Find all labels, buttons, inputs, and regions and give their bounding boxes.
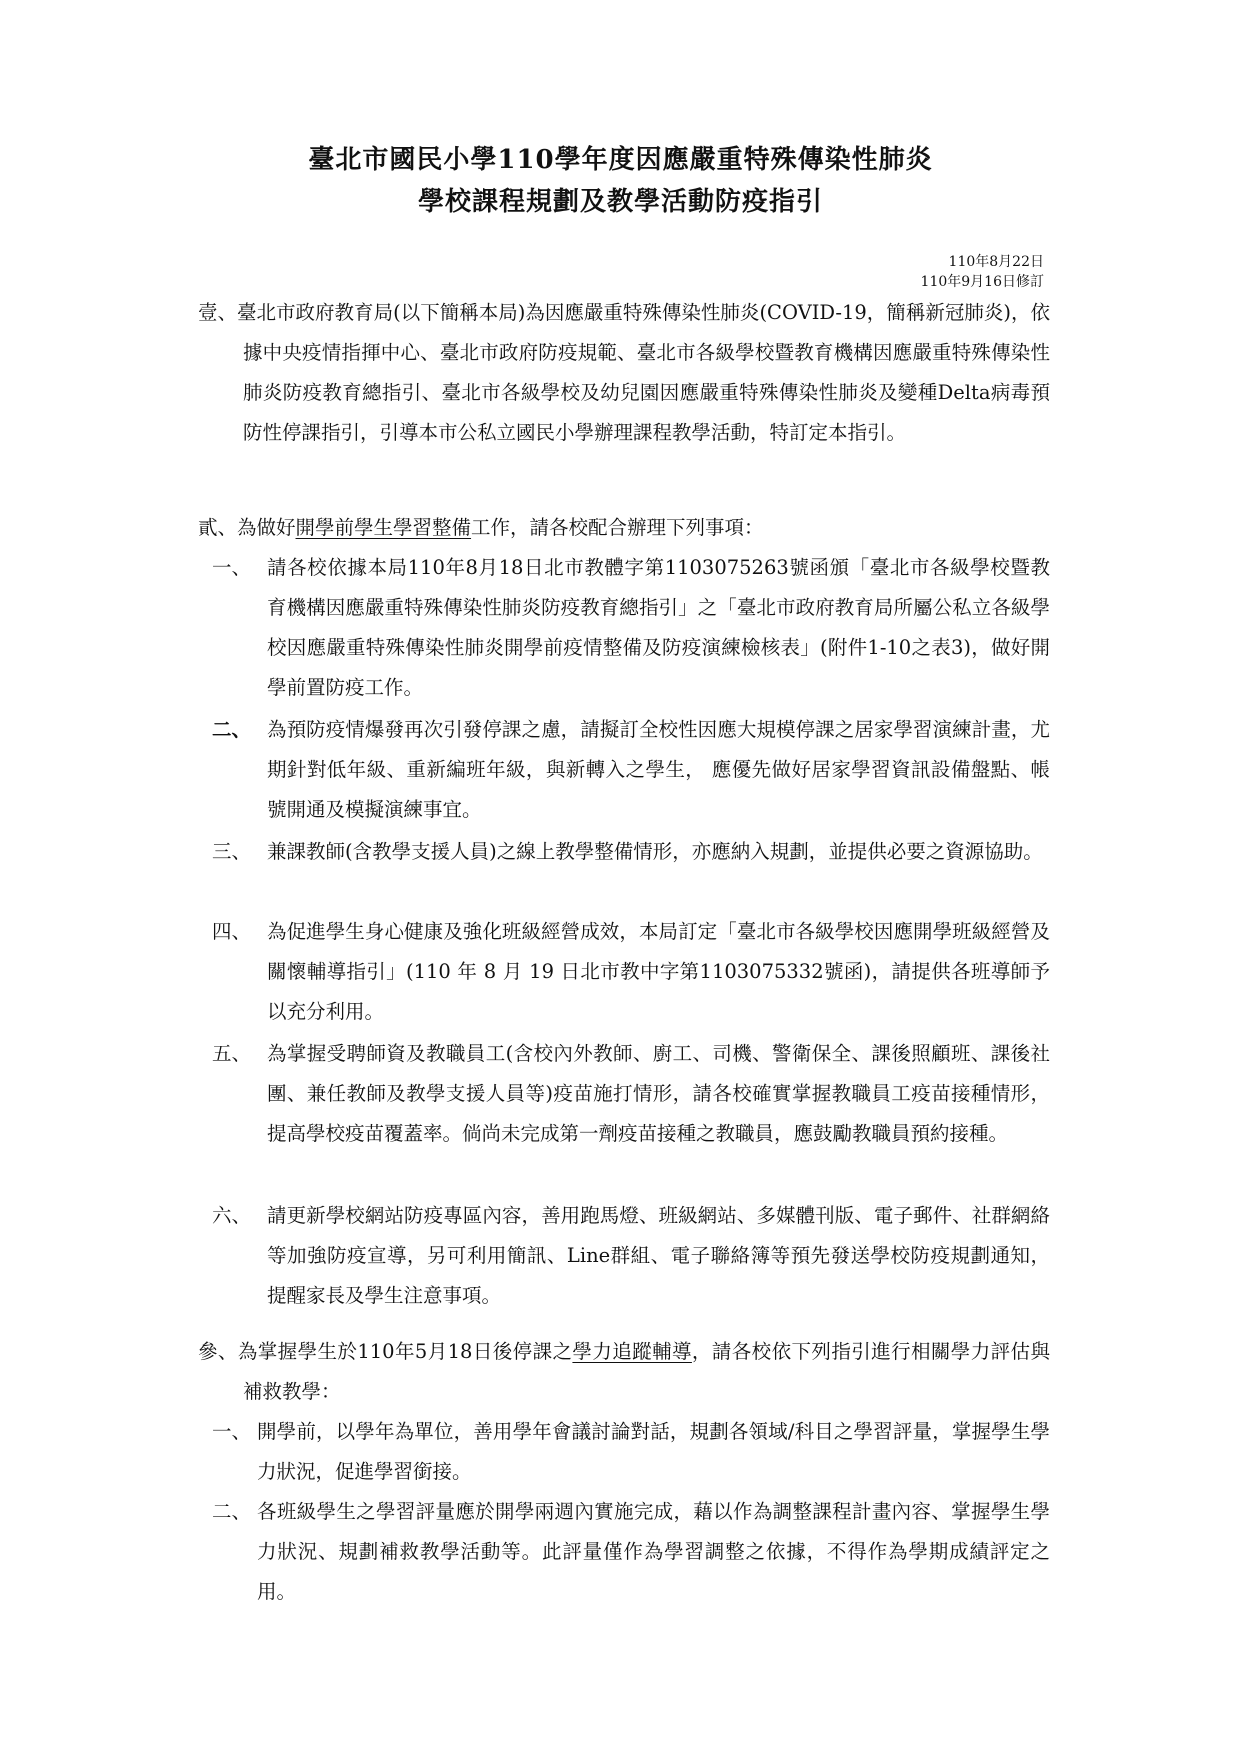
revised-date: 110年9月16日修訂 <box>920 274 1044 290</box>
section-2-item-1 <box>212 548 1050 708</box>
section-3-item-1 <box>212 1412 1050 1492</box>
section-2-post: 工作，請各校配合辦理下列事項： <box>471 516 764 539</box>
section-2-item-2-text: 為預防疫情爆發再次引發停課之慮，請擬訂全校性因應大規模停課之居家學習演練計畫，尤期針對低年級、重新編班年級，與新轉入之學生， 應優先做好居家學習資訊設備盤點、帳號開通及模擬演練事宜。 <box>267 718 1050 821</box>
section-2-heading <box>198 508 1050 548</box>
section-3-number: 參、 <box>198 1340 238 1363</box>
section-2-item-5-number: 五、 <box>212 1042 252 1065</box>
section-2-item-5 <box>212 1034 1050 1154</box>
section-2-item-6-number: 六、 <box>212 1204 252 1227</box>
section-1-text: 臺北市政府教育局(以下簡稱本局)為因應嚴重特殊傳染性肺炎(COVID-19，簡稱新冠肺炎)，依據中央疫情指揮中心、臺北市政府防疫規範、臺北市各級學校暨教育機構因應嚴重特殊傳染性肺炎防疫教育總指引、臺北市各級學校及幼兒園因應嚴重特殊傳染性肺炎及變種Delta病毒預防性停課指引，引導本市公私立國民小學辦理課程教學活動，特訂定本指引。 <box>237 301 1050 444</box>
section-2-pre: 為做好 <box>237 516 296 539</box>
section-3-item-2-text: 各班級學生之學習評量應於開學兩週內實施完成，藉以作為調整課程計畫內容、掌握學生學力狀況、規劃補救教學活動等。此評量僅作為學習調整之依據，不得作為學期成績評定之用。 <box>257 1500 1050 1603</box>
section-2-item-3-number: 三、 <box>212 840 252 863</box>
document-title-line1: 臺北市國民小學110學年度因應嚴重特殊傳染性肺炎 <box>308 145 933 175</box>
section-3-item-2 <box>212 1492 1050 1612</box>
section-2-item-4-number: 四、 <box>212 920 252 943</box>
issued-date: 110年8月22日 <box>948 254 1044 270</box>
section-3-pre: 為掌握學生於110年5月18日後停課之 <box>237 1340 573 1363</box>
section-3-heading <box>198 1332 1050 1412</box>
section-2-item-4 <box>212 912 1050 1032</box>
section-2-item-1-number: 一、 <box>212 556 252 579</box>
section-2-number: 貳、 <box>198 516 238 539</box>
section-2-item-5-text: 為掌握受聘師資及教職員工(含校內外教師、廚工、司機、警衛保全、課後照顧班、課後社團、兼任教師及教學支援人員等)疫苗施打情形，請各校確實掌握教職員工疫苗接種情形，提高學校疫苗覆蓋率。倘尚未完成第一劑疫苗接種之教職員，應鼓勵教職員預約接種。 <box>267 1042 1050 1145</box>
section-2-item-2 <box>212 710 1050 830</box>
section-2-item-3-text: 兼課教師(含教學支援人員)之線上教學整備情形，亦應納入規劃，並提供必要之資源協助。 <box>267 840 1043 863</box>
section-1-number: 壹、 <box>198 301 238 324</box>
section-3-item-1-text: 開學前，以學年為單位，善用學年會議討論對話，規劃各領域/科目之學習評量，掌握學生學力狀況，促進學習銜接。 <box>257 1420 1050 1483</box>
section-3-post: ，請各校依下列指引進行相關學力評估與補救教學： <box>243 1340 1050 1403</box>
section-1 <box>198 293 1050 453</box>
section-2-item-2-number: 二、 <box>212 718 252 741</box>
section-2-item-4-text: 為促進學生身心健康及強化班級經營成效，本局訂定「臺北市各級學校因應開學班級經營及關懷輔導指引」(110 年 8 月 19 日北市教中字第1103075332號函)，請提供各班導師予以充分利用。 <box>267 920 1050 1023</box>
section-3-underlined: 學力追蹤輔導 <box>572 1340 692 1363</box>
document-title-line2: 學校課程規劃及教學活動防疫指引 <box>417 187 823 217</box>
section-2-item-6-text: 請更新學校網站防疫專區內容，善用跑馬燈、班級網站、多媒體刊版、電子郵件、社群網絡等加強防疫宣導，另可利用簡訊、Line群組、電子聯絡簿等預先發送學校防疫規劃通知，提醒家長及學生注意事項。 <box>267 1204 1050 1307</box>
section-2-underlined: 開學前學生學習整備 <box>295 516 472 539</box>
section-3-item-1-number: 一、 <box>212 1420 252 1443</box>
section-2-item-1-text: 請各校依據本局110年8月18日北市教體字第1103075263號函頒「臺北市各級學校暨教育機構因應嚴重特殊傳染性肺炎防疫教育總指引」之「臺北市政府教育局所屬公私立各級學校因應嚴重特殊傳染性肺炎開學前疫情整備及防疫演練檢核表」(附件1-10之表3)，做好開學前置防疫工作。 <box>267 556 1050 699</box>
section-2-item-6 <box>212 1196 1050 1316</box>
section-3-item-2-number: 二、 <box>212 1500 252 1523</box>
section-2-item-3 <box>212 832 1050 872</box>
